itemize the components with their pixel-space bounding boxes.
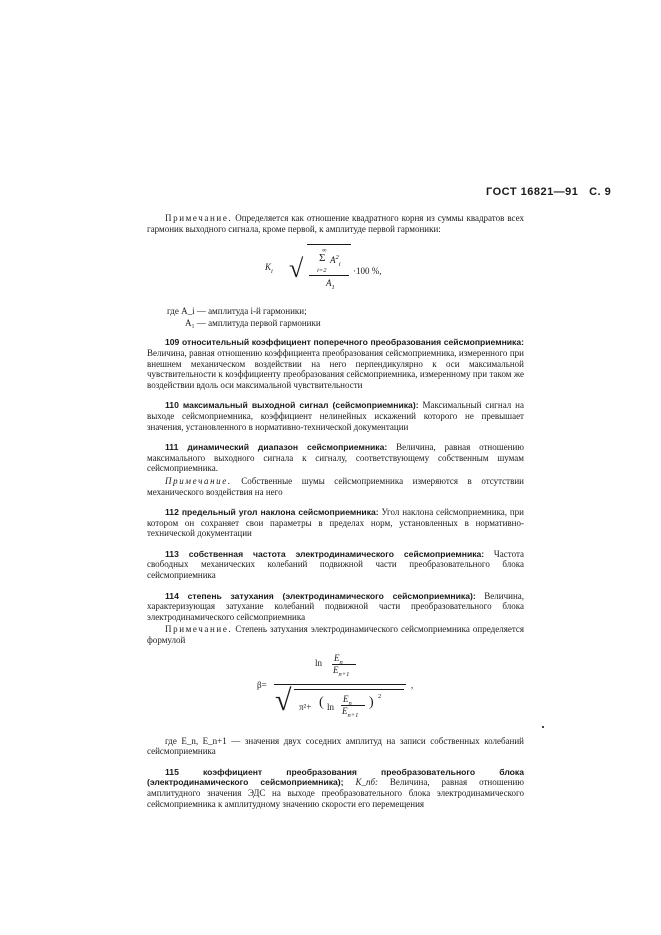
formula2-den-En: $E_n$ — [343, 693, 352, 707]
note-text: Собственные шумы сейсмоприемника измеряются в отсутствии механического воздействия на него — [147, 475, 524, 497]
term-109-title: 109 относительный коэффициент поперечного преобразования сейсмоприемника: — [165, 337, 524, 348]
term-115 — [147, 767, 524, 809]
formula2-pi2: π²+ — [299, 701, 312, 712]
term-112-definition: Угол наклона сейсмоприемника, при котором он сохраняет свои параметры в пределах норм, установленных в нормативно-технической документации — [147, 507, 524, 539]
standard-number: ГОСТ 16821—91 — [486, 186, 579, 198]
sum-term: $A^2_i$ — [330, 254, 341, 268]
scan-speck — [542, 726, 544, 728]
term-113 — [147, 549, 524, 581]
term-115-symbol: K_пб: — [355, 777, 378, 788]
fraction-bar — [309, 275, 349, 276]
formula1-lhs: $K_i$ — [265, 262, 273, 275]
term-114-title: 114 степень затухания (электродинамического сейсмоприемника): — [165, 590, 476, 601]
sum-lower-limit: i=2 — [317, 267, 327, 275]
note-harmonics — [147, 213, 524, 234]
formula2-square: 2 — [378, 692, 382, 700]
term-112 — [147, 507, 524, 539]
page-header — [486, 186, 636, 198]
formula2-tail: , — [411, 679, 414, 690]
where-first-harmonic: A₁ — амплитуда первой гармоники — [185, 317, 321, 328]
formula2-num-En: $E_n$ — [334, 652, 343, 666]
radical-sign: √ — [289, 254, 304, 284]
term-110-definition: Максимальный сигнал на выходе сейсмоприемника, коэффициент нелинейных искажений которого не превышает значения, установленного в нормативно-технической документации — [147, 400, 524, 432]
note-text: Степень затухания электродинамического сейсмоприемника определяется формулой — [147, 624, 524, 646]
term-111-definition: Величина, равная отношению максимального выходного сигнала к сигналу, соответствующему собственным шумам сейсмоприемника. — [147, 442, 524, 474]
where-amplitudes: где E_n, E_n+1 — значения двух соседних амплитуд на записи собственных колебаний сейсмоприемника — [147, 735, 524, 757]
note-label: Примечание. — [165, 213, 233, 223]
term-111 — [147, 442, 524, 474]
formula2-num-En1: $E_{n+1}$ — [333, 664, 350, 678]
term-114-definition: Величина, характеризующая затухание колебаний подвижной части преобразовательного блока электродинамического сейсмоприемника — [147, 590, 525, 622]
term-115-title: 115 коэффициент преобразования преобразовательного блока (электродинамического сейсмоприемника); — [147, 766, 524, 788]
term-109-definition: Величина, равная отношению коэффициента преобразования сейсмоприемника, измеренного при внешнем механическом воздействии на него перпендикулярно к оси максимальной чувствительности к коэффициенту преобразования сейсмоприемника, измеренному при таком же воздействии вдоль оси максимальной чувствительности — [147, 347, 524, 390]
main-fraction-bar — [274, 684, 406, 685]
right-paren: ) — [369, 694, 374, 710]
term-113-title: 113 собственная частота электродинамического сейсмоприемника: — [165, 548, 485, 559]
formula1-denominator: $A_1$ — [326, 278, 335, 291]
formula2-lhs: β= — [257, 679, 267, 690]
radical-bar — [307, 244, 351, 245]
term-110 — [147, 400, 524, 432]
note-label: Примечание. — [165, 624, 233, 635]
left-paren: ( — [319, 694, 324, 710]
page-content — [147, 213, 524, 819]
where-harmonic: где A_i — амплитуда i-й гармоники; — [167, 306, 307, 317]
radical-bar-2 — [294, 689, 404, 690]
page-number: С. 9 — [589, 186, 612, 198]
term-109 — [147, 337, 524, 390]
note-text: Определяется как отношение квадратного корня из суммы квадратов всех гармоник выходного сигнала, кроме первой, к амплитуде первой гармоники: — [147, 213, 524, 234]
note-label: Примечание. — [165, 475, 232, 486]
formula-harmonic-distortion — [147, 236, 524, 300]
sum-upper-limit: ∞ — [322, 247, 327, 255]
term-112-title: 112 предельный угол наклона сейсмоприемника: — [165, 507, 379, 518]
term-114-note — [147, 624, 524, 645]
term-113-definition: Частота свободных механических колебаний подвижной части преобразовательного блока сейсмоприемника — [147, 548, 524, 581]
sum-sign: Σ — [319, 252, 326, 265]
formula-damping — [147, 652, 524, 726]
radical-sign-2: √ — [275, 683, 292, 717]
term-114 — [147, 591, 524, 623]
formula1-tail: ·100 %, — [353, 266, 382, 277]
term-111-note — [147, 476, 524, 497]
formula2-den-En1: $E_{n+1}$ — [342, 705, 359, 719]
term-110-title: 110 максимальный выходной сигнал (сейсмоприемника): — [165, 400, 419, 411]
term-111-title: 111 динамический диапазон сейсмоприемника: — [165, 442, 388, 453]
formula2-den-ln: ln — [327, 701, 335, 712]
formula2-num-ln: ln — [315, 657, 323, 668]
term-115-definition: Величина, равная отношению амплитудного значения ЭДС на выходе преобразовательного блока электродинамического сейсмоприемника к амплитудному значению скорости его перемещения — [147, 777, 524, 809]
